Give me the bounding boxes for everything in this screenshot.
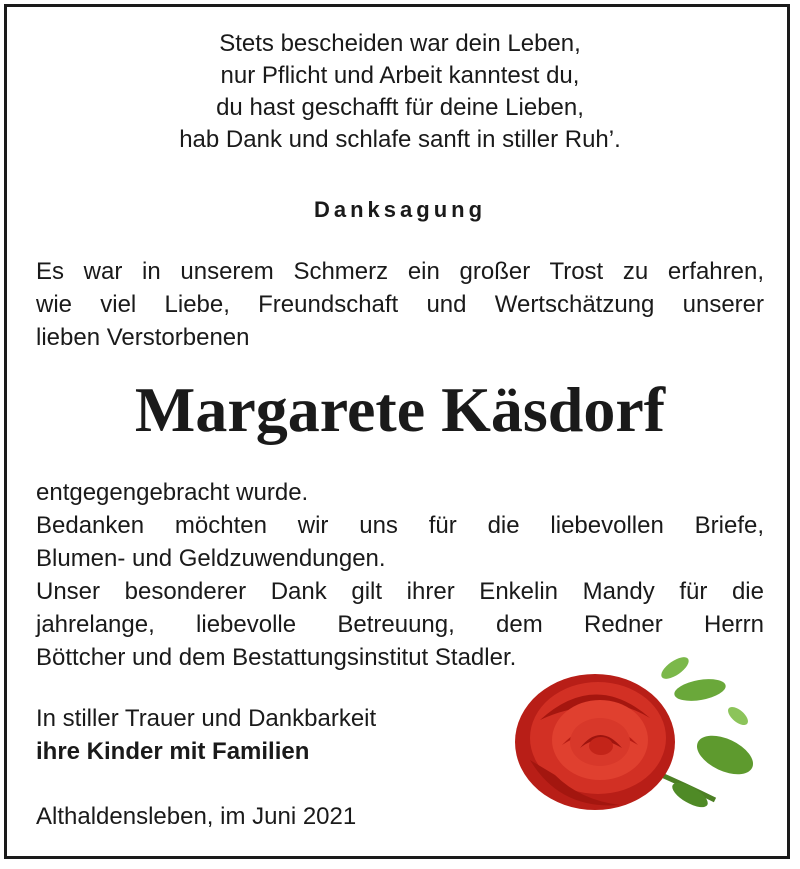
deceased-name: Margarete Käsdorf <box>134 374 666 445</box>
notice-heading: Danksagung <box>313 197 487 222</box>
poem-line: hab Dank und schlafe sanft in stiller Ruh’. <box>179 126 621 153</box>
signoff <box>36 702 376 768</box>
memorial-poem <box>0 28 800 156</box>
body-line: jahrelange, liebevolle Betreuung, dem Redner Herrn <box>36 611 764 638</box>
signoff-line: In stiller Trauer und Dankbarkeit <box>36 705 377 732</box>
intro-line: Es war in unserem Schmerz ein großer Trost zu erfahren, <box>36 258 764 285</box>
poem-line: du hast geschafft für deine Lieben, <box>216 94 584 121</box>
thanks-paragraph <box>36 476 764 674</box>
body-line: Bedanken möchten wir uns für die liebevollen Briefe, <box>36 512 764 539</box>
intro-line: wie viel Liebe, Freundschaft und Wertschätzung unserer <box>36 291 764 318</box>
intro-paragraph <box>36 255 764 354</box>
poem-line: nur Pflicht und Arbeit kanntest du, <box>220 62 580 89</box>
body-line: Böttcher und dem Bestattungsinstitut Stadler. <box>36 644 517 671</box>
intro-line: lieben Verstorbenen <box>36 324 250 351</box>
place-and-date: Althaldensleben, im Juni 2021 <box>36 803 357 830</box>
red-rose-icon <box>500 650 770 825</box>
poem-line: Stets bescheiden war dein Leben, <box>219 30 581 57</box>
signoff-family: ihre Kinder mit Familien <box>36 738 310 765</box>
body-line: Blumen- und Geldzuwendungen. <box>36 545 386 572</box>
body-line: entgegengebracht wurde. <box>36 479 309 506</box>
body-line: Unser besonderer Dank gilt ihrer Enkelin Mandy für die <box>36 578 764 605</box>
